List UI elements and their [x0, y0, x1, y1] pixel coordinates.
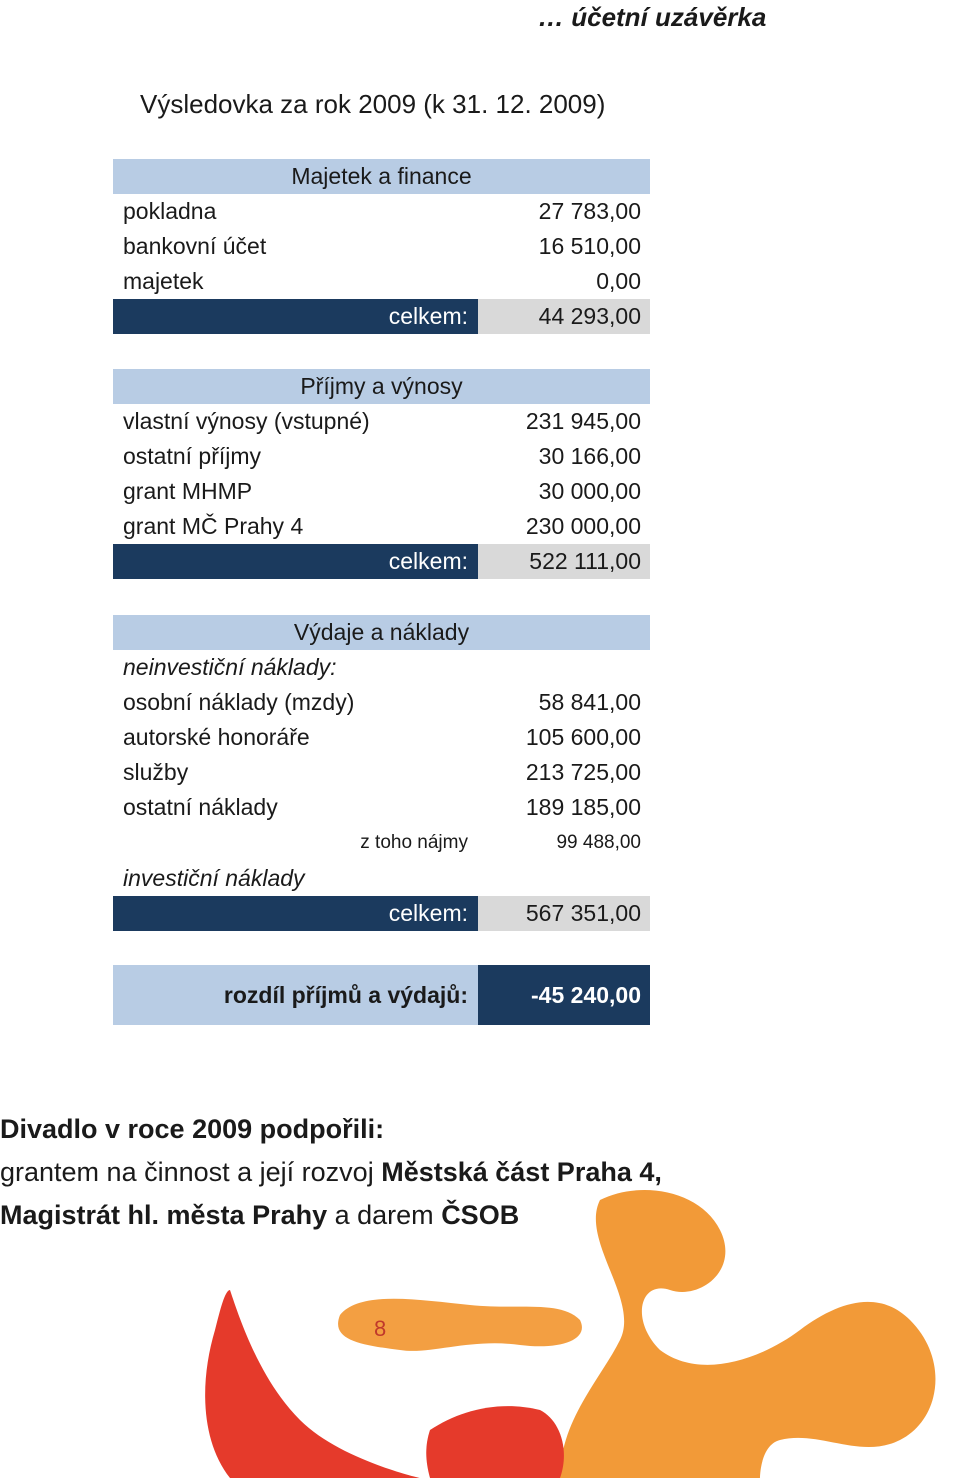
row-label: pokladna	[123, 198, 217, 224]
page-number: 8	[374, 1316, 387, 1341]
income-table	[113, 369, 650, 579]
row-value: 30 000,00	[538, 478, 641, 504]
difference-row	[113, 965, 650, 1025]
rent-value: 99 488,00	[556, 832, 641, 853]
total-value: 522 111,00	[478, 544, 650, 579]
row-label: majetek	[123, 268, 204, 294]
table-row	[113, 685, 650, 720]
support-heading: Divadlo v roce 2009 podpořili:	[0, 1114, 385, 1144]
rent-label: z toho nájmy	[360, 832, 468, 853]
row-value: 16 510,00	[538, 233, 641, 259]
total-label: celkem:	[113, 299, 478, 334]
expenses-heading: Výdaje a náklady	[113, 615, 650, 650]
table-row	[113, 194, 650, 229]
row-value: 230 000,00	[525, 513, 641, 539]
table-row	[113, 861, 650, 896]
support-sponsor: ČSOB	[441, 1200, 520, 1230]
total-label: celkem:	[113, 544, 478, 579]
row-label: ostatní příjmy	[123, 443, 262, 469]
table-row	[113, 790, 650, 825]
row-label: vlastní výnosy (vstupné)	[123, 408, 370, 434]
income-total-row	[113, 544, 650, 579]
expenses-total-row	[113, 896, 650, 931]
row-label: bankovní účet	[123, 233, 267, 259]
row-label: grant MHMP	[123, 478, 253, 504]
report-title: Výsledovka za rok 2009 (k 31. 12. 2009)	[140, 89, 606, 119]
row-value: 0,00	[596, 268, 641, 294]
row-value: 231 945,00	[525, 408, 641, 434]
total-label: celkem:	[113, 896, 478, 931]
support-line-2	[0, 1194, 960, 1237]
assets-total-row	[113, 299, 650, 334]
support-section	[0, 1108, 960, 1237]
row-value: 58 841,00	[538, 689, 641, 715]
assets-table	[113, 159, 650, 334]
row-value: 105 600,00	[525, 724, 641, 750]
header-title: … účetní uzávěrka	[538, 2, 767, 32]
total-value: 44 293,00	[478, 299, 650, 334]
table-row	[113, 439, 650, 474]
income-heading: Příjmy a výnosy	[113, 369, 650, 404]
table-row	[113, 509, 650, 544]
assets-heading: Majetek a finance	[113, 159, 650, 194]
table-row	[113, 404, 650, 439]
support-sponsor: Městská část Praha 4,	[381, 1157, 662, 1187]
row-value: 213 725,00	[525, 759, 641, 785]
row-label: autorské honoráře	[123, 724, 310, 750]
support-text: a darem	[327, 1200, 442, 1230]
total-value: 567 351,00	[478, 896, 650, 931]
rent-row	[113, 825, 650, 861]
expenses-table	[113, 615, 650, 931]
table-row	[113, 264, 650, 299]
invest-label: investiční náklady	[123, 865, 305, 891]
row-label: grant MČ Prahy 4	[123, 513, 304, 539]
row-value: 189 185,00	[525, 794, 641, 820]
support-sponsor: Magistrát hl. města Prahy	[0, 1200, 328, 1230]
noninvest-label: neinvestiční náklady:	[123, 654, 337, 680]
table-row	[113, 650, 650, 685]
row-value: 30 166,00	[538, 443, 641, 469]
row-value: 27 783,00	[538, 198, 641, 224]
row-label: služby	[123, 759, 189, 785]
difference-value: -45 240,00	[478, 965, 650, 1025]
difference-label: rozdíl příjmů a výdajů:	[113, 965, 478, 1025]
support-line-1	[0, 1151, 960, 1194]
table-row	[113, 720, 650, 755]
table-row	[113, 229, 650, 264]
row-label: ostatní náklady	[123, 794, 278, 820]
row-label: osobní náklady (mzdy)	[123, 689, 355, 715]
logo-red-shape-2	[426, 1406, 564, 1478]
table-row	[113, 755, 650, 790]
table-row	[113, 474, 650, 509]
support-text: grantem na činnost a její rozvoj	[0, 1157, 382, 1187]
